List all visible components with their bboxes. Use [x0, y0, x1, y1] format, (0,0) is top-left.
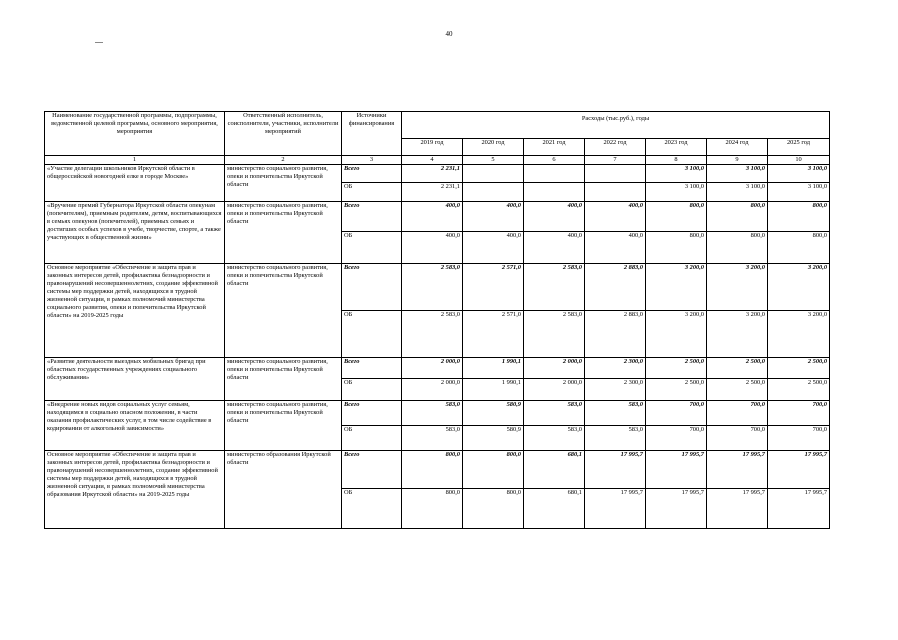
total-value: 17 995,7: [768, 451, 830, 489]
total-value: 700,0: [768, 401, 830, 426]
ob-value: 700,0: [646, 426, 707, 451]
page-number: 40: [445, 30, 453, 38]
column-number: 3: [342, 156, 402, 165]
ob-value: 400,0: [463, 232, 524, 264]
total-value: 3 200,0: [707, 264, 768, 311]
total-value: 583,0: [585, 401, 646, 426]
source-total-label: Всего: [342, 264, 402, 311]
source-ob-label: ОБ: [342, 426, 402, 451]
total-value: 800,0: [768, 202, 830, 232]
measure-name: «Вручение премий Губернатора Иркутской области опекунам (попечителям), приемным родителям, детям, воспитывающихся в семьях опекунов (попечителей), приемных семьях и достигших особых успехов в учебе, творчестве, спорте, а также участвующих в общественной жизни»: [45, 202, 225, 264]
ob-value: [463, 183, 524, 202]
header-year: 2021 год: [524, 139, 585, 156]
total-value: 1 990,1: [463, 358, 524, 379]
ob-value: 400,0: [524, 232, 585, 264]
measure-name: «Внедрение новых видов социальных услуг семьям, находящимся в социально опасном положении, в части оказания профилактических услуг, в том числе содействие в кодировании от алкогольной зависимости»: [45, 401, 225, 451]
source-ob-label: ОБ: [342, 379, 402, 401]
header-year: 2025 год: [768, 139, 830, 156]
total-value: 2 000,0: [524, 358, 585, 379]
measure-executor: министерство социального развития, опеки и попечительства Иркутской области: [225, 202, 342, 264]
ob-value: [585, 183, 646, 202]
ob-value: 680,1: [524, 489, 585, 529]
table-row: [45, 401, 830, 426]
scan-mark: [95, 42, 103, 43]
total-value: 2 883,0: [585, 264, 646, 311]
ob-value: 800,0: [707, 232, 768, 264]
expenses-table: [44, 111, 830, 529]
source-total-label: Всего: [342, 165, 402, 183]
ob-value: 17 995,7: [585, 489, 646, 529]
header-year: 2023 год: [646, 139, 707, 156]
total-value: 2 300,0: [585, 358, 646, 379]
total-value: 3 100,0: [707, 165, 768, 183]
ob-value: 2 500,0: [768, 379, 830, 401]
measure-executor: министерство образования Иркутской области: [225, 451, 342, 529]
total-value: 400,0: [402, 202, 463, 232]
ob-value: 2 500,0: [707, 379, 768, 401]
measure-name: «Участие делегации школьников Иркутской области в общероссийской новогодней елке в городе Москве»: [45, 165, 225, 202]
total-value: 800,0: [402, 451, 463, 489]
total-value: 800,0: [463, 451, 524, 489]
ob-value: 583,0: [524, 426, 585, 451]
measure-executor: министерство социального развития, опеки и попечительства Иркутской области: [225, 165, 342, 202]
table-header: [45, 112, 830, 165]
measure-executor: министерство социального развития, опеки и попечительства Иркутской области: [225, 401, 342, 451]
total-value: 583,0: [402, 401, 463, 426]
measure-executor: министерство социального развития, опеки и попечительства Иркутской области: [225, 264, 342, 358]
ob-value: 800,0: [646, 232, 707, 264]
ob-value: 800,0: [402, 489, 463, 529]
ob-value: 2 000,0: [524, 379, 585, 401]
total-value: 2 000,0: [402, 358, 463, 379]
total-value: 800,0: [646, 202, 707, 232]
column-number: 10: [768, 156, 830, 165]
header-year: 2024 год: [707, 139, 768, 156]
source-total-label: Всего: [342, 451, 402, 489]
total-value: 680,1: [524, 451, 585, 489]
total-value: [585, 165, 646, 183]
total-value: [463, 165, 524, 183]
ob-value: 1 990,1: [463, 379, 524, 401]
ob-value: 3 100,0: [768, 183, 830, 202]
total-value: 2 500,0: [646, 358, 707, 379]
measure-executor: министерство социального развития, опеки и попечительства Иркутской области: [225, 358, 342, 401]
ob-value: 2 883,0: [585, 311, 646, 358]
table-row: [45, 264, 830, 311]
table-row: [45, 202, 830, 232]
total-value: 700,0: [646, 401, 707, 426]
total-value: 2 583,0: [524, 264, 585, 311]
column-number: 6: [524, 156, 585, 165]
ob-value: 2 231,1: [402, 183, 463, 202]
ob-value: 800,0: [768, 232, 830, 264]
ob-value: 3 200,0: [646, 311, 707, 358]
measure-name: Основное мероприятие «Обеспечение и защита прав и законных интересов детей, профилактика безнадзорности и правонарушений несовершеннолетних, создание эффективной системы мер поддержки детей, находящихся в трудной жизненной ситуации, в рамках полномочий министерства образования Иркутской области» на 2019-2025 годы: [45, 451, 225, 529]
source-total-label: Всего: [342, 401, 402, 426]
total-value: 3 100,0: [646, 165, 707, 183]
source-ob-label: ОБ: [342, 489, 402, 529]
source-total-label: Всего: [342, 358, 402, 379]
ob-value: 580,9: [463, 426, 524, 451]
ob-value: 17 995,7: [768, 489, 830, 529]
total-value: 2 583,0: [402, 264, 463, 311]
ob-value: 2 583,0: [524, 311, 585, 358]
source-ob-label: ОБ: [342, 232, 402, 264]
total-value: 2 500,0: [768, 358, 830, 379]
column-number: 8: [646, 156, 707, 165]
column-numbers-row: [45, 156, 830, 165]
column-number: 9: [707, 156, 768, 165]
column-number: 7: [585, 156, 646, 165]
ob-value: 700,0: [707, 426, 768, 451]
measure-name: «Развитие деятельности выездных мобильных бригад при областных государственных учреждениях социального обслуживания»: [45, 358, 225, 401]
source-ob-label: ОБ: [342, 183, 402, 202]
header-year: 2019 год: [402, 139, 463, 156]
header-name: Наименование государственной программы, подпрограммы, ведомственной целевой программы, основного мероприятия, мероприятия: [45, 112, 225, 156]
column-number: 5: [463, 156, 524, 165]
ob-value: 17 995,7: [707, 489, 768, 529]
ob-value: 2 300,0: [585, 379, 646, 401]
ob-value: 583,0: [585, 426, 646, 451]
column-number: 1: [45, 156, 225, 165]
ob-value: 700,0: [768, 426, 830, 451]
ob-value: 3 100,0: [646, 183, 707, 202]
header-expenses: Расходы (тыс.руб.), годы: [402, 112, 830, 139]
ob-value: 2 000,0: [402, 379, 463, 401]
total-value: 3 200,0: [768, 264, 830, 311]
header-executor: Ответственный исполнитель, соисполнители, участники, исполнители мероприятий: [225, 112, 342, 156]
total-value: 3 100,0: [768, 165, 830, 183]
total-value: 2 500,0: [707, 358, 768, 379]
ob-value: 3 200,0: [707, 311, 768, 358]
column-number: 4: [402, 156, 463, 165]
total-value: [524, 165, 585, 183]
total-value: 2 571,0: [463, 264, 524, 311]
total-value: 800,0: [707, 202, 768, 232]
ob-value: 400,0: [585, 232, 646, 264]
total-value: 700,0: [707, 401, 768, 426]
header-source: Источники финансирования: [342, 112, 402, 156]
measure-name: Основное мероприятие «Обеспечение и защита прав и законных интересов детей, профилактика безнадзорности и правонарушений несовершеннолетних, создание эффективной системы мер поддержки детей, находящихся в трудной жизненной ситуации, в рамках полномочий министерства социального развития, опеки и попечительства Иркутской области» на 2019-2025 годы: [45, 264, 225, 358]
header-year: 2020 год: [463, 139, 524, 156]
ob-value: 2 583,0: [402, 311, 463, 358]
header-year: 2022 год: [585, 139, 646, 156]
table-row: [45, 451, 830, 489]
total-value: 583,0: [524, 401, 585, 426]
ob-value: 3 200,0: [768, 311, 830, 358]
total-value: 17 995,7: [707, 451, 768, 489]
ob-value: 400,0: [402, 232, 463, 264]
total-value: 17 995,7: [585, 451, 646, 489]
ob-value: 17 995,7: [646, 489, 707, 529]
total-value: 2 231,1: [402, 165, 463, 183]
ob-value: [524, 183, 585, 202]
ob-value: 800,0: [463, 489, 524, 529]
table-row: [45, 165, 830, 183]
total-value: 580,9: [463, 401, 524, 426]
ob-value: 2 500,0: [646, 379, 707, 401]
source-ob-label: ОБ: [342, 311, 402, 358]
ob-value: 2 571,0: [463, 311, 524, 358]
source-total-label: Всего: [342, 202, 402, 232]
total-value: 400,0: [463, 202, 524, 232]
table-row: [45, 358, 830, 379]
column-number: 2: [225, 156, 342, 165]
ob-value: 583,0: [402, 426, 463, 451]
total-value: 400,0: [585, 202, 646, 232]
total-value: 400,0: [524, 202, 585, 232]
total-value: 3 200,0: [646, 264, 707, 311]
ob-value: 3 100,0: [707, 183, 768, 202]
total-value: 17 995,7: [646, 451, 707, 489]
